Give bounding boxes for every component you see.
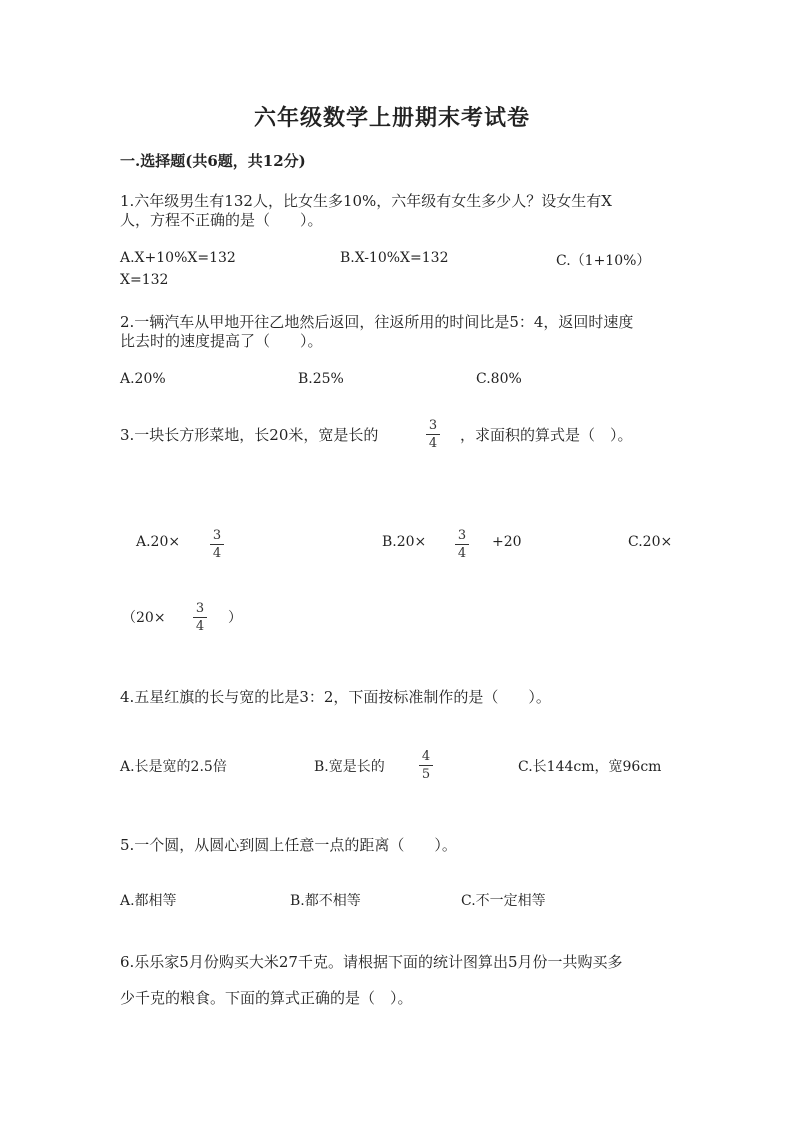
question-3-option-c-fraction [193,601,207,634]
fraction-denominator: 5 [421,767,431,782]
fraction-numerator: 3 [457,528,467,543]
question-3-option-b-suffix: +20 [492,534,522,550]
question-5-text: 5.一个圆，从圆心到圆上任意一点的距离（ ）。 [120,836,457,854]
fraction-bar [426,434,440,435]
fraction-bar [419,765,433,766]
question-6-text-line2: 少千克的粮食。下面的算式正确的是（ ）。 [120,989,413,1007]
question-4-option-b: B.宽是长的 [314,759,385,775]
fraction-bar [455,544,469,545]
question-2-option-c: C.80% [476,371,522,387]
fraction-denominator: 4 [457,546,467,561]
question-3-option-c: C.20× [628,534,673,550]
question-6-text-line1: 6.乐乐家5月份购买大米27千克。请根据下面的统计图算出5月份一共购买多 [120,953,623,971]
question-3-option-a-fraction [210,528,224,561]
question-1-option-c: C.（1+10%） [556,253,651,269]
fraction-denominator: 4 [428,436,438,451]
question-5-option-a: A.都相等 [120,893,177,909]
question-4-text: 4.五星红旗的长与宽的比是3：2，下面按标准制作的是（ ）。 [120,688,551,706]
fraction-numerator: 3 [195,601,205,616]
question-3-option-a: A.20× [136,534,181,550]
question-5-option-b: B.都不相等 [290,893,361,909]
question-2-option-b: B.25% [298,371,344,387]
question-1-text-line2: 人，方程不正确的是（ ）。 [120,211,323,229]
question-3-option-b-fraction [455,528,469,561]
page-title: 六年级数学上册期末考试卷 [254,105,531,131]
fraction-denominator: 4 [195,619,205,634]
fraction-numerator: 3 [428,418,438,433]
question-3-fraction [426,418,440,451]
question-5-option-c: C.不一定相等 [461,893,546,909]
question-1-option-a: A.X+10%X=132 [120,250,236,266]
question-2-option-a: A.20% [120,371,166,387]
fraction-bar [193,617,207,618]
question-3-option-c-close: ） [228,610,242,626]
fraction-numerator: 4 [421,749,431,764]
question-3-option-b: B.20× [382,534,427,550]
question-3-text-after: ，求面积的算式是（ ）。 [460,426,633,444]
question-3-option-c-continued: （20× [122,610,166,626]
question-2-text-line1: 2.一辆汽车从甲地开往乙地然后返回，往返所用的时间比是5：4，返回时速度 [120,313,634,331]
question-1-option-c-continued: X=132 [120,272,169,288]
question-4-option-b-fraction [419,749,433,782]
question-4-option-a: A.长是宽的2.5倍 [120,759,227,775]
question-2-text-line2: 比去时的速度提高了（ ）。 [120,332,323,350]
question-3-text-before: 3.一块长方形菜地，长20米，宽是长的 [120,426,379,444]
question-1-text-line1: 1.六年级男生有132人，比女生多10%，六年级有女生多少人？设女生有X [120,192,612,210]
section-heading: 一.选择题(共6题，共12分) [120,152,306,170]
question-4-option-c: C.长144cm，宽96cm [518,759,662,775]
question-1-option-b: B.X-10%X=132 [340,250,449,266]
fraction-denominator: 4 [212,546,222,561]
fraction-bar [210,544,224,545]
fraction-numerator: 3 [212,528,222,543]
